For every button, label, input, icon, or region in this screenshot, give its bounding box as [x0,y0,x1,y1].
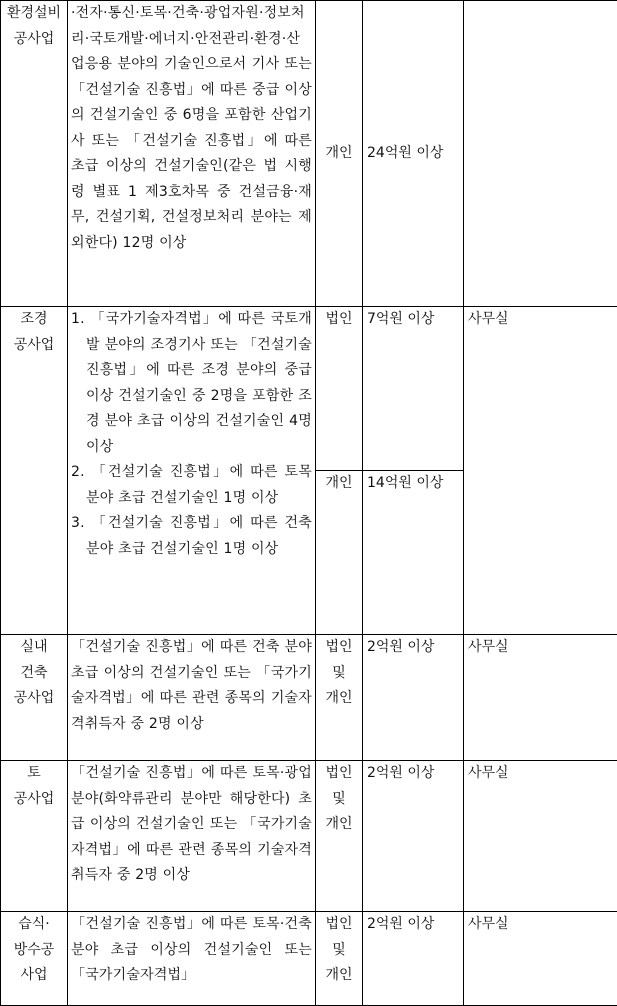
entity-type-line: 및 [316,661,362,687]
capital-cell [363,471,464,635]
capital-amount: 24억원 이상 [367,145,443,161]
business-type-cell [1,635,68,761]
requirement-item: 2. 「건설기술 진흥법」에 따른 토목 분야 초급 건설기술인 1명 이상 [71,460,312,511]
entity-type-line: 법인 [316,761,362,787]
facility-cell [464,912,617,1006]
requirement-item: 1. 「국가기술자격법」에 따른 국토개발 분야의 조경기사 또는 「건설기술 진흥법」에 따른 조경 분야의 중급 이상 건설기술인 중 2명을 포함한 조경 분야 초급 이상의 건설기술인 4명 이상 [71,307,312,460]
requirement-item: 3. 「건설기술 진흥법」에 따른 건축 분야 초급 건설기술인 1명 이상 [71,511,312,562]
entity-type: 법인 [325,311,352,327]
technician-requirement-cell [68,912,316,1006]
capital-cell [363,307,464,471]
facility-cell [464,1,617,307]
technician-requirement-cell [68,1,316,307]
business-type-cell [1,1,68,307]
facility-text: 사무실 [468,916,509,932]
entity-type-cell [316,635,363,761]
capital-amount: 14억원 이상 [367,475,443,491]
capital-cell [363,761,464,912]
entity-type-line: 개인 [316,963,362,989]
capital-amount: 2억원 이상 [367,765,434,781]
capital-amount: 2억원 이상 [367,639,434,655]
technician-requirement-cell [68,635,316,761]
requirement-text: 「건설기술 진흥법」에 따른 건축 분야 초급 이상의 건설기술인 또는 「국가기술자격법」에 따른 관련 종목의 기술자격취득자 중 2명 이상 [71,635,312,737]
facility-cell [464,635,617,761]
requirement-text: ·전자·통신·토목·건축·광업자원·정보처리·국토개발·에너지·안전관리·환경·산업응용 분야의 기술인으로서 기사 또는 「건설기술 진흥법」에 따른 중급 이상의 건설기술인 중 6명을 포함한 산업기사 또는 「건설기술 진흥법」에 따른 초급 이상의 건설기술인(같은 법 시행령 별표 1 제3호차목 중 건설금융·재무, 건설기획, 건설정보처리 분야는 제외한다) 12명 이상 [71,1,312,256]
entity-type: 개인 [325,145,352,161]
entity-type-line: 개인 [316,686,362,712]
business-type-line: 건축 [1,661,67,687]
capital-amount: 7억원 이상 [367,311,434,327]
entity-type-line: 법인 [316,635,362,661]
requirement-text: 「건설기술 진흥법」에 따른 토목·건축 분야 초급 이상의 건설기술인 또는 「국가기술자격법」 [71,912,312,989]
business-type-cell [1,307,68,635]
business-type-line: 공사업 [1,333,67,359]
facility-text: 사무실 [468,765,509,781]
entity-type-cell [316,307,363,471]
capital-cell [363,635,464,761]
entity-type-line: 법인 [316,912,362,938]
entity-type-line: 개인 [316,812,362,838]
entity-type-cell [316,912,363,1006]
business-type-line: 방수공 [1,938,67,964]
facility-cell [464,307,617,635]
business-type-line: 사업 [1,963,67,989]
business-type-cell [1,912,68,1006]
capital-cell [363,912,464,1006]
business-type-line: 습식· [1,912,67,938]
facility-text: 사무실 [468,311,509,327]
capital-cell [363,1,464,307]
requirement-text: 「건설기술 진흥법」에 따른 토목·광업 분야(화약류관리 분야만 해당한다) 초급 이상의 건설기술인 또는 「국가기술자격법」에 따른 관련 종목의 기술자격취득자 중 2명 이상 [71,761,312,889]
facility-cell [464,761,617,912]
business-type-line: 토 [1,761,67,787]
technician-requirement-cell [68,761,316,912]
entity-type-cell [316,471,363,635]
entity-type-line: 및 [316,787,362,813]
technician-requirement-cell [68,307,316,635]
entity-type-line: 및 [316,938,362,964]
table-row [1,1,617,307]
business-type-line: 실내 [1,635,67,661]
business-type-line: 조경 [1,307,67,333]
capital-amount: 2억원 이상 [367,916,434,932]
business-type-line: 공사업 [1,787,67,813]
facility-text: 사무실 [468,639,509,655]
business-type-line: 공사업 [1,686,67,712]
entity-type-cell [316,1,363,307]
table-row [1,307,617,471]
entity-type: 개인 [325,475,352,491]
business-type-line: 공사업 [1,27,67,53]
table-row [1,761,617,912]
business-type-cell [1,761,68,912]
business-type-line: 환경설비 [1,1,67,27]
table-row [1,635,617,761]
entity-type-cell [316,761,363,912]
table-row [1,912,617,1006]
